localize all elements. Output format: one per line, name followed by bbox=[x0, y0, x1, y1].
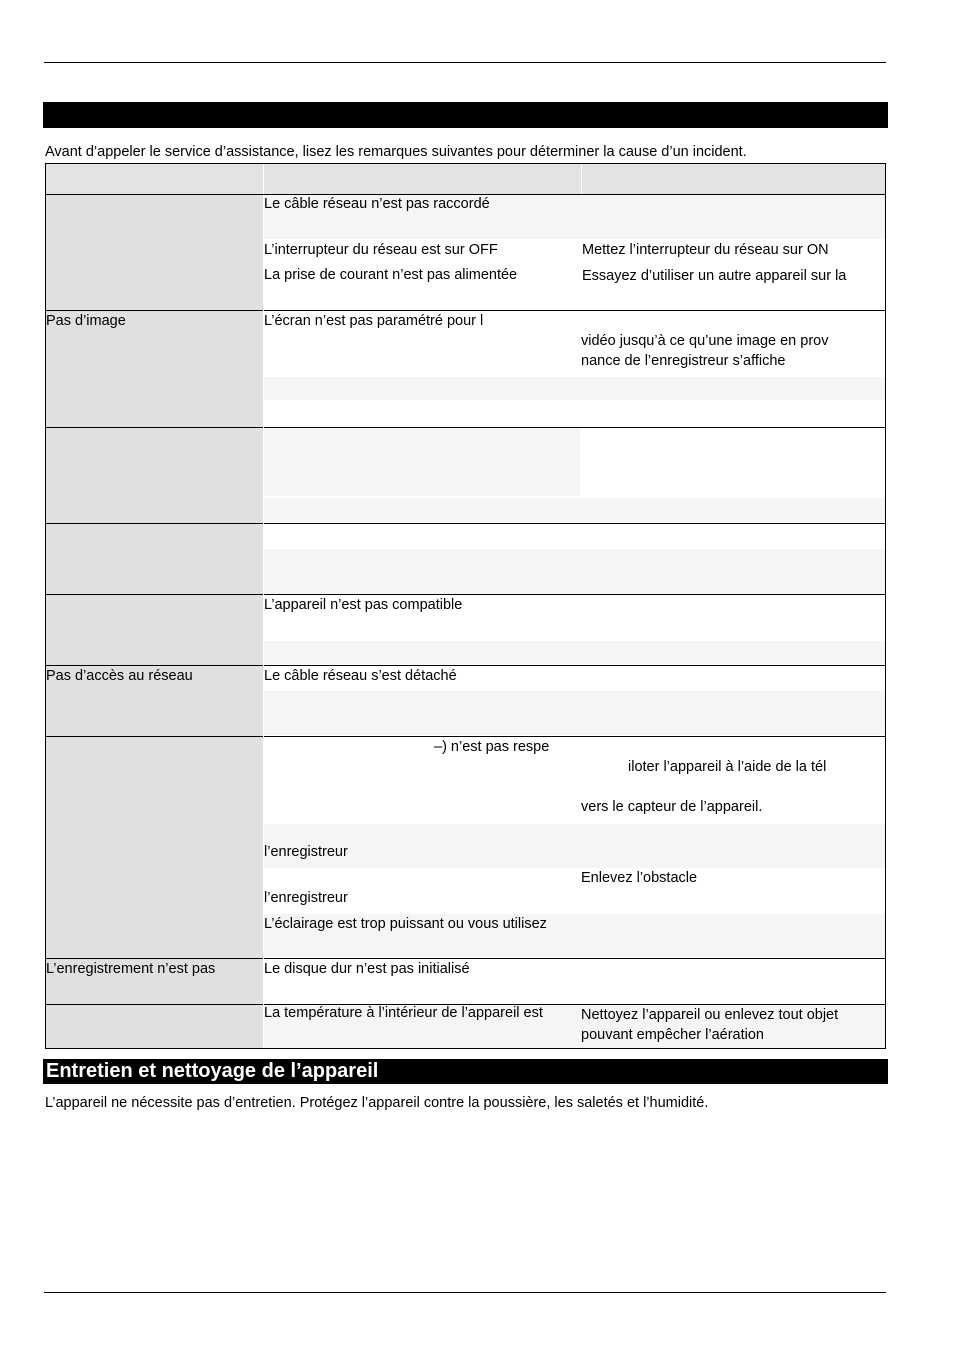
solution-text: vidéo jusqu’à ce qu’une image en prov bbox=[581, 333, 829, 349]
cause-text: L’appareil n’est pas compatible bbox=[264, 597, 463, 613]
cause-text: Le disque dur n’est pas initialisé bbox=[264, 961, 470, 977]
problem-text: L’enregistrement n’est pas bbox=[46, 961, 216, 977]
cause-text: l’enregistreur bbox=[264, 890, 348, 906]
cause-text: –) n’est pas respe bbox=[434, 739, 550, 755]
row-shade bbox=[264, 824, 885, 869]
top-rule bbox=[44, 62, 886, 63]
row-divider bbox=[46, 523, 885, 524]
cause-text: La prise de courant n’est pas alimentée bbox=[264, 267, 518, 283]
solution-text: Essayez d’utiliser un autre appareil sur la bbox=[582, 268, 847, 284]
row-shade bbox=[264, 691, 885, 735]
cause-text: L’écran n’est pas paramétré pour l bbox=[264, 313, 484, 329]
row-divider bbox=[46, 427, 885, 428]
header-divider bbox=[263, 164, 264, 194]
row-shade bbox=[264, 549, 885, 594]
sub-row-divider bbox=[263, 376, 885, 377]
cause-text: La température à l’intérieur de l’appareil est bbox=[264, 1005, 543, 1021]
sub-row-divider bbox=[263, 497, 885, 498]
problem-text: Pas d’accès au réseau bbox=[46, 668, 193, 684]
cause-text: L’éclairage est trop puissant ou vous utilisez bbox=[264, 916, 547, 932]
sub-row-divider bbox=[263, 288, 885, 289]
row-shade bbox=[264, 641, 885, 664]
header-divider bbox=[581, 164, 582, 194]
sub-row-divider bbox=[263, 262, 885, 263]
maintenance-text: L’appareil ne nécessite pas d’entretien. Protégez l’appareil contre la poussière, les saletés et l’humidité. bbox=[45, 1095, 709, 1111]
sub-row-divider bbox=[263, 823, 885, 824]
sub-row-divider bbox=[263, 400, 885, 401]
sub-row-divider bbox=[263, 868, 885, 869]
troubleshooting-table bbox=[45, 163, 886, 1049]
section-title-bar bbox=[43, 102, 888, 128]
cause-text: L’interrupteur du réseau est sur OFF bbox=[264, 242, 498, 258]
solution-text: iloter l’appareil à l’aide de la tél bbox=[628, 759, 827, 775]
maintenance-title-bar bbox=[43, 1059, 888, 1084]
solution-text: Enlevez l’obstacle bbox=[581, 870, 698, 886]
column-divider bbox=[581, 428, 582, 498]
solution-text: nance de l’enregistreur s’affiche bbox=[581, 353, 786, 369]
row-divider bbox=[46, 594, 885, 595]
maintenance-title: Entretien et nettoyage de l’appareil bbox=[46, 1060, 379, 1082]
solution-text: Mettez l’interrupteur du réseau sur ON bbox=[582, 242, 829, 258]
intro-text: Avant d’appeler le service d’assistance, lisez les remarques suivantes pour déterminer la cause d’un incident. bbox=[45, 144, 747, 160]
sub-row-divider bbox=[263, 640, 885, 641]
cause-text: l’enregistreur bbox=[264, 844, 348, 860]
row-shade bbox=[264, 498, 885, 522]
problem-text: Pas d’image bbox=[46, 313, 126, 329]
row-shade bbox=[264, 376, 885, 400]
solution-text: Nettoyez l’appareil ou enlevez tout objet bbox=[581, 1007, 839, 1023]
sub-row-divider bbox=[263, 548, 885, 549]
cause-text: Le câble réseau s’est détaché bbox=[264, 668, 457, 684]
row-shade bbox=[264, 428, 580, 496]
bottom-rule bbox=[44, 1292, 886, 1293]
solution-text: pouvant empêcher l’aération bbox=[581, 1027, 764, 1043]
solution-text: vers le capteur de l’appareil. bbox=[581, 799, 763, 815]
cause-text: Le câble réseau n’est pas raccordé bbox=[264, 196, 490, 212]
table-header-row bbox=[46, 164, 885, 195]
